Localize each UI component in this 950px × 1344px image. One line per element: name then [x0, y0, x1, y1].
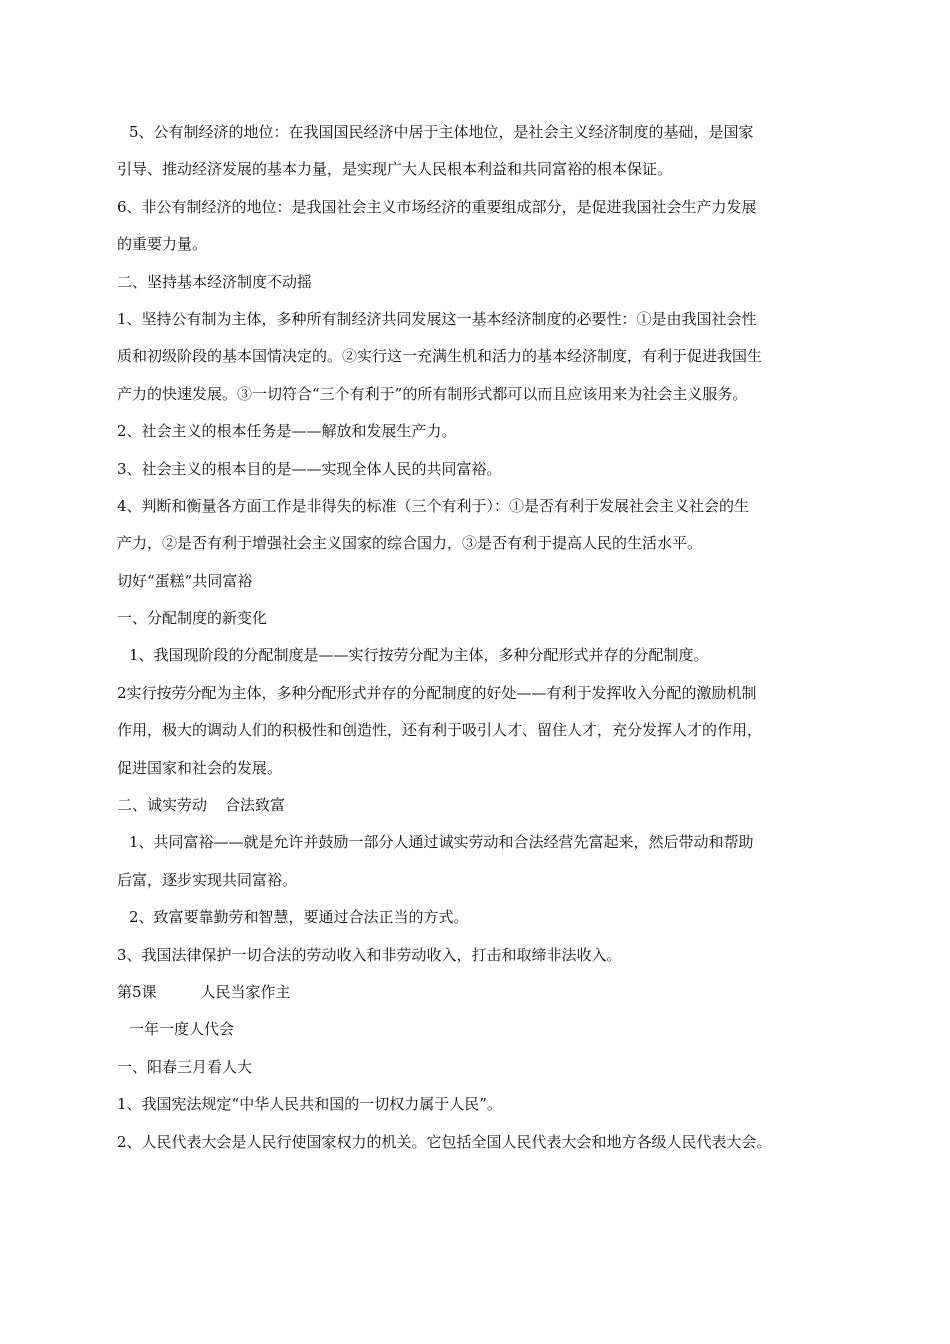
text-line: 2、致富要靠勤劳和智慧，要通过合法正当的方式。 [129, 908, 469, 927]
text-line: 1、共同富裕——就是允许并鼓励一部分人通过诚实劳动和合法经营先富起来，然后带动和帮助 [129, 833, 754, 852]
text-line: 质和初级阶段的基本国情决定的。②实行这一充满生机和活力的基本经济制度，有利于促进我国生 [117, 347, 763, 366]
section-heading: 二、坚持基本经济制度不动摇 [117, 272, 313, 291]
text-line: 作用，极大的调动人们的积极性和创造性，还有利于吸引人才、留住人才，充分发挥人才的作用， [117, 721, 763, 740]
lesson-title: 切好“蛋糕”共同富裕 [117, 571, 253, 590]
text-line: 促进国家和社会的发展。 [117, 758, 283, 777]
text-line: 5、公有制经济的地位：在我国国民经济中居于主体地位，是社会主义经济制度的基础，是国家 [129, 123, 754, 141]
text-line: 的重要力量。 [117, 235, 208, 254]
lesson-name: 人民当家作主 [200, 982, 291, 1001]
text-line: 1、我国宪法规定“中华人民共和国的一切权力属于人民”。 [117, 1095, 502, 1114]
section-heading-part: 合法致富 [225, 796, 286, 815]
section-heading: 一、分配制度的新变化 [117, 609, 268, 628]
text-line: 6、非公有制经济的地位：是我国社会主义市场经济的重要组成部分，是促进我国社会生产力发展 [117, 197, 757, 216]
text-line: 1、坚持公有制为主体，多种所有制经济共同发展这一基本经济制度的必要性：①是由我国社会性 [117, 309, 757, 328]
section-heading-part: 二、诚实劳动 [117, 796, 208, 815]
text-line: 3、社会主义的根本目的是——实现全体人民的共同富裕。 [117, 459, 502, 478]
text-line: 产力，②是否有利于增强社会主义国家的综合国力，③是否有利于提高人民的生活水平。 [117, 534, 703, 553]
lesson-number: 第5课 [117, 982, 157, 1001]
text-line: 后富，逐步实现共同富裕。 [117, 870, 298, 889]
text-line: 4、判断和衡量各方面工作是非得失的标准（三个有利于）：①是否有利于发展社会主义社会的生 [117, 496, 750, 515]
text-line: 2、社会主义的根本任务是——解放和发展生产力。 [117, 422, 457, 441]
text-line: 引导、推动经济发展的基本力量，是实现广大人民根本利益和共同富裕的根本保证。 [117, 160, 673, 179]
text-line: 1、我国现阶段的分配制度是——实行按劳分配为主体，多种分配形式并存的分配制度。 [129, 646, 709, 665]
lesson-title: 一年一度人代会 [129, 1020, 235, 1039]
text-line: 产力的快速发展。③一切符合“三个有利于”的所有制形式都可以而且应该用来为社会主义服务。 [117, 384, 748, 403]
document-body [117, 122, 843, 1169]
lesson-heading [117, 982, 843, 1002]
section-heading [117, 795, 843, 815]
text-line: 3、我国法律保护一切合法的劳动收入和非劳动收入，打击和取缔非法收入。 [117, 945, 622, 964]
section-heading: 一、阳春三月看人大 [117, 1057, 253, 1076]
text-line: 2实行按劳分配为主体，多种分配形式并存的分配制度的好处——有利于发挥收入分配的激励机制 [117, 683, 757, 702]
text-line: 2、人民代表大会是人民行使国家权力的机关。它包括全国人民代表大会和地方各级人民代表大会。 [117, 1132, 772, 1151]
